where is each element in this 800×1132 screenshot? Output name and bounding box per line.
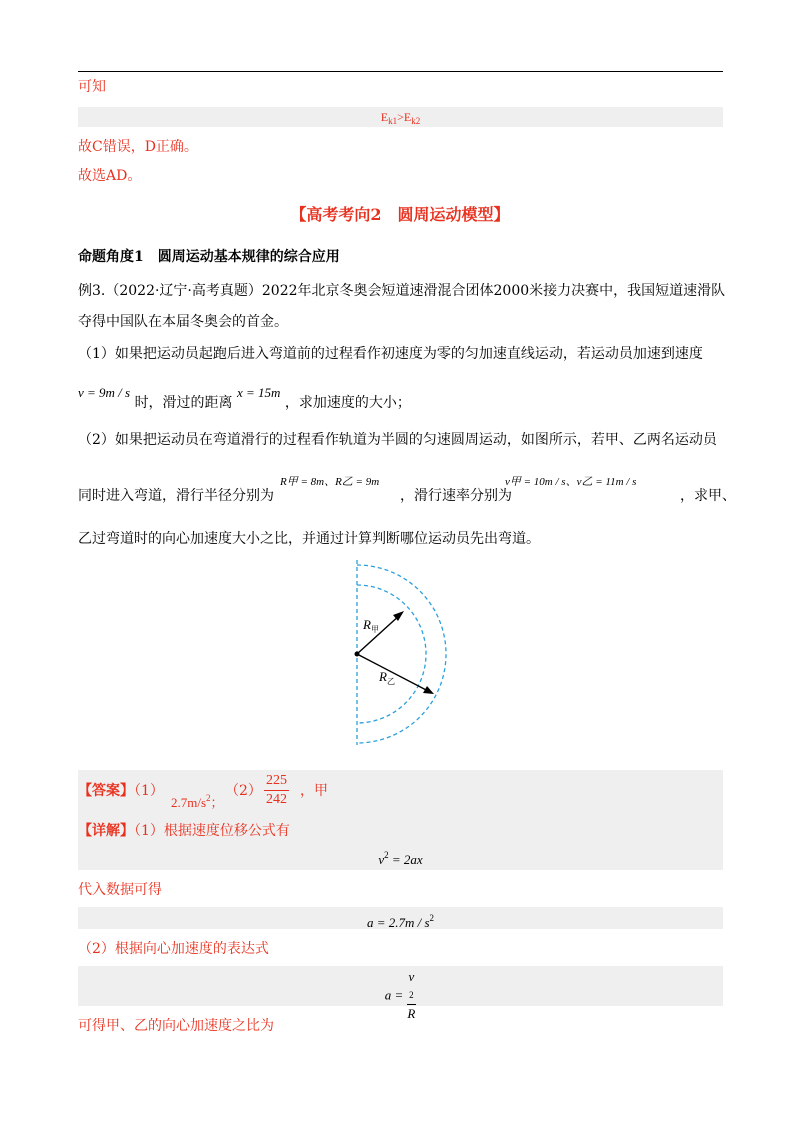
label-r-yi: $R_乙$ (379, 669, 395, 686)
detail-line: 【详解】（1）根据速度位移公式有 (78, 823, 290, 839)
equation-a-v2-over-r: a = v 2 R (384, 969, 416, 1021)
question-1-line-1: （1）如果把运动员起跑后进入弯道前的过程看作初速度为零的匀加速直线运动，若运动员加速到速度 (78, 346, 703, 362)
equation-band-ek (78, 107, 723, 127)
detail-tag: 【详解】 (78, 823, 134, 839)
question-1-line-2: v = 9m / s 时，滑过的距离 x = 15m ，求加速度的大小； (78, 385, 411, 411)
answer-fraction: $\frac{225}{242}$ (266, 773, 287, 807)
subtitle: 命题角度1 圆周运动基本规律的综合应用 (78, 249, 340, 265)
question-2-line-2a: 同时进入弯道，滑行半径分别为 (78, 488, 274, 504)
math-radii: R甲 = 8m、R乙 = 9m (280, 476, 380, 488)
question-2-line-3: 乙过弯道时的向心加速度大小之比，并通过计算判断哪位运动员先出弯道。 (78, 531, 540, 547)
math-speeds: v甲 = 10m / s、v乙 = 11m / s (505, 476, 637, 488)
answer-line: 【答案】（1） (78, 783, 164, 799)
text-substitute: 代入数据可得 (78, 882, 162, 898)
question-2-line-2c: ，求甲、 (680, 488, 736, 504)
question-2-line-1: （2）如果把运动员在弯道滑行的过程看作轨道为半圆的匀速圆周运动，如图所示，若甲、乙两名运动员 (78, 432, 717, 448)
math-x-15: x = 15m (237, 385, 281, 400)
equation-band-a-v2-r (78, 966, 723, 1021)
answer-end: ，甲 (300, 783, 328, 799)
problem-line-2: 夺得中国队在本届冬奥会的首金。 (78, 314, 288, 330)
inner-track-arc (357, 585, 426, 723)
equation-v2-2ax: $v^2 = 2ax$ (378, 850, 423, 867)
math-v-9: v = 9m / s (78, 385, 131, 400)
question-2-line-2b: ，滑行速率分别为 (400, 488, 512, 504)
equation-band-a (78, 907, 723, 929)
text-ke-zhi: 可知 (78, 79, 106, 95)
text-c-wrong-d-right: 故C错误，D正确。 (78, 139, 198, 155)
equation-a-value: $a = 2.7m / s^2$ (366, 913, 435, 930)
radius-yi-arrow-line (357, 654, 430, 692)
outer-track-arc (357, 565, 446, 743)
text-centripetal-expression: （2）根据向心加速度的表达式 (78, 941, 269, 957)
label-r-jia: $R_甲$ (363, 617, 379, 634)
header-rule (78, 71, 723, 72)
equation-ek: $E_{k1}>E_{k2}$ (380, 110, 421, 126)
figure-svg (300, 555, 500, 755)
answer-tag: 【答案】 (78, 783, 134, 799)
problem-line-1: 例3.（2022·辽宁·高考真题）2022年北京冬奥会短道速滑混合团体2000米接力决赛中，我国短道速滑队 (78, 283, 726, 299)
text-choose-ad: 故选AD。 (78, 168, 142, 184)
answer-part-2-label: （2） (225, 783, 262, 799)
semicircle-figure (300, 555, 500, 755)
text-ratio: 可得甲、乙的向心加速度之比为 (78, 1018, 274, 1034)
section-title: 【高考考向2 圆周运动模型】 (290, 205, 510, 224)
answer-value-1: $2.7m/s^2$； (171, 793, 224, 810)
answer-block (78, 770, 723, 870)
